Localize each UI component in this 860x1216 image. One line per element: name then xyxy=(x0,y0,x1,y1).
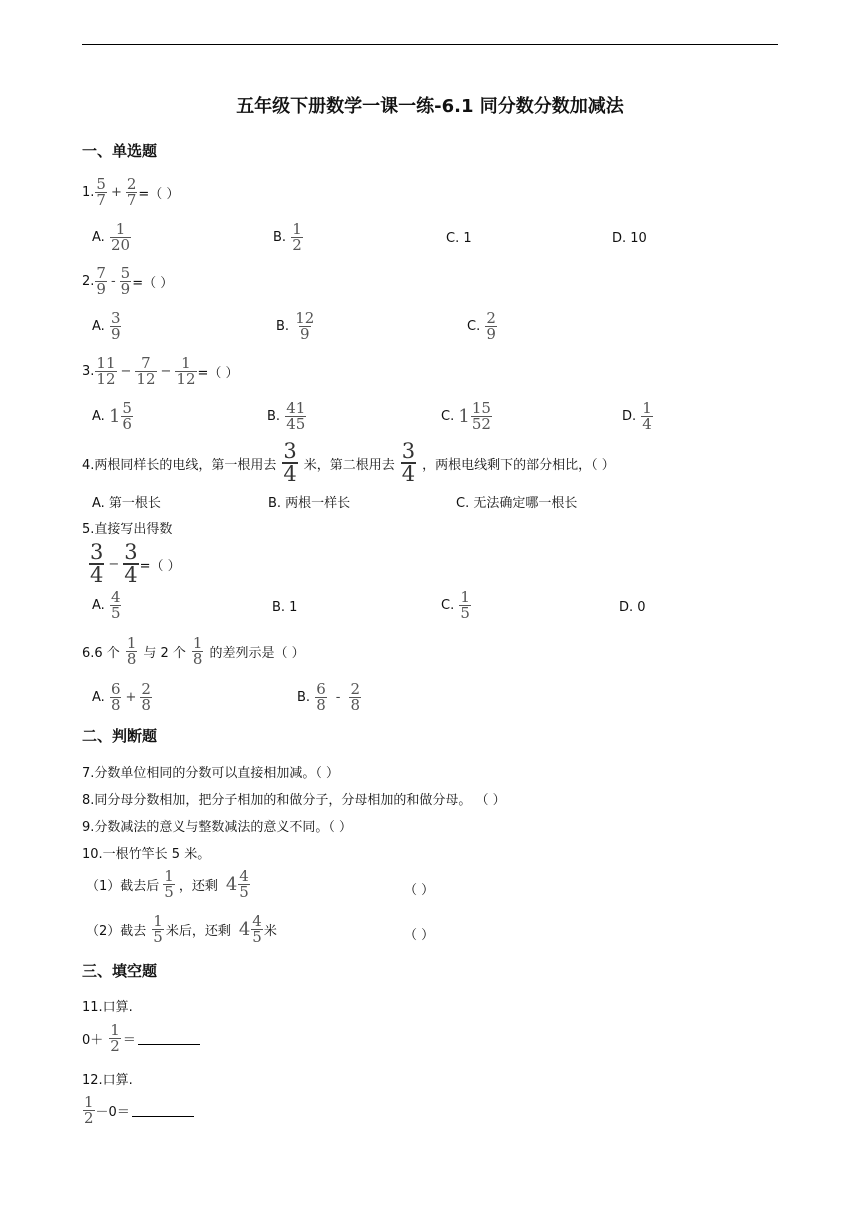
fraction xyxy=(294,311,315,342)
text-segment: ，还剩 xyxy=(178,879,218,894)
numerator: 3 xyxy=(124,540,138,564)
fraction xyxy=(401,441,416,485)
text-segment: 米，第二根用去 xyxy=(303,457,395,473)
numerator: 5 xyxy=(120,264,131,282)
text-segment: C. xyxy=(441,598,455,613)
text-segment: 与 2 个 xyxy=(143,646,186,661)
operator: + xyxy=(110,185,122,200)
section-heading-single-choice: 一、单选题 xyxy=(82,142,158,160)
numerator: 1 xyxy=(115,220,126,238)
fraction xyxy=(109,1023,121,1054)
denominator: 5 xyxy=(460,604,470,622)
fraction xyxy=(83,1095,95,1126)
denominator: 2 xyxy=(110,1037,120,1055)
fraction xyxy=(121,401,133,432)
fraction xyxy=(459,590,471,621)
denominator: 8 xyxy=(192,650,203,668)
q3-option-c[interactable] xyxy=(441,401,493,432)
denominator: 5 xyxy=(239,883,249,901)
operator: − xyxy=(160,364,172,379)
q10-part-2-answer[interactable]: （ ） xyxy=(404,928,435,943)
numerator: 7 xyxy=(96,264,106,282)
text-segment: B. xyxy=(267,409,281,424)
question-7: 7.分数单位相同的分数可以直接相加减。（ ） xyxy=(82,766,340,781)
section-heading-fill-blank: 三、填空题 xyxy=(82,962,158,980)
text-segment: 4.两根同样长的电线，第一根用去 xyxy=(82,457,277,473)
denominator: 7 xyxy=(126,191,137,209)
fraction xyxy=(140,682,152,713)
denominator: 7 xyxy=(96,191,106,209)
numerator: 4 xyxy=(110,588,121,606)
numerator: 2 xyxy=(350,680,360,698)
text-segment: A. xyxy=(92,319,105,334)
text-segment: A. xyxy=(92,690,105,705)
text-segment: B. xyxy=(297,690,311,705)
q1-option-d[interactable]: D. 10 xyxy=(612,231,647,246)
operator: + xyxy=(125,690,137,705)
numerator: 1 xyxy=(110,1021,120,1039)
numerator: 1 xyxy=(84,1093,94,1111)
q1-option-a[interactable] xyxy=(92,222,132,253)
q2-option-c[interactable] xyxy=(467,311,498,342)
question-1 xyxy=(82,177,179,208)
numerator: 3 xyxy=(401,439,416,463)
denominator: 8 xyxy=(141,696,151,714)
denominator: 4 xyxy=(401,462,416,486)
fraction xyxy=(175,356,196,387)
question-8: 8.同分母分数相加，把分子相加的和做分子，分母相加的和做分母。 （ ） xyxy=(82,793,506,808)
q6-option-a[interactable] xyxy=(92,682,153,713)
text-segment: C. xyxy=(467,319,481,334)
numerator: 4 xyxy=(239,867,249,885)
numerator: 6 xyxy=(316,680,326,698)
numerator: 11 xyxy=(96,354,116,372)
q10-part-1-answer[interactable]: （ ） xyxy=(404,883,435,898)
denominator: 2 xyxy=(292,236,302,254)
denominator: 9 xyxy=(486,325,496,343)
text-segment: 米 xyxy=(263,924,277,939)
header-rule xyxy=(82,44,778,45)
answer-blank[interactable] xyxy=(138,1033,200,1045)
denominator: 9 xyxy=(110,325,121,343)
q2-option-b[interactable] xyxy=(276,311,316,342)
fraction xyxy=(110,311,122,342)
numerator: 41 xyxy=(286,399,306,417)
numerator: 3 xyxy=(90,540,104,564)
fraction xyxy=(110,682,122,713)
fraction xyxy=(95,266,107,297)
denominator: 4 xyxy=(124,563,138,587)
numerator: 1 xyxy=(153,912,163,930)
fraction xyxy=(192,636,204,667)
whole-number: 4 xyxy=(225,874,238,895)
text-segment: =（ ） xyxy=(139,558,181,574)
question-12-expression xyxy=(82,1095,194,1126)
text-segment: =（ ） xyxy=(197,366,239,381)
denominator: 6 xyxy=(122,415,132,433)
fraction xyxy=(95,356,116,387)
text-segment: （1）截去后 xyxy=(86,879,160,894)
text-segment: 0＋ xyxy=(82,1033,104,1048)
fraction xyxy=(282,441,297,485)
denominator: 8 xyxy=(350,696,360,714)
question-10-text: 10.一根竹竿长 5 米。 xyxy=(82,847,211,862)
q3-option-b[interactable] xyxy=(267,401,307,432)
fraction xyxy=(238,869,250,900)
question-5-expression xyxy=(88,542,181,586)
q1-option-b[interactable] xyxy=(273,222,304,253)
denominator: 12 xyxy=(96,370,116,388)
fraction xyxy=(126,177,138,208)
q2-option-a[interactable] xyxy=(92,311,122,342)
denominator: 5 xyxy=(110,604,121,622)
whole-number: 1 xyxy=(458,406,470,427)
fraction xyxy=(120,266,132,297)
question-11-text: 11.口算. xyxy=(82,1000,133,1015)
whole-number: 1 xyxy=(108,406,121,427)
operator: − xyxy=(108,556,120,572)
fraction xyxy=(285,401,306,432)
page-title: 五年级下册数学一课一练-6.1 同分数分数加减法 xyxy=(236,96,624,117)
answer-blank[interactable] xyxy=(132,1105,194,1117)
numerator: 2 xyxy=(486,309,496,327)
question-10-part-1 xyxy=(86,869,251,900)
fraction xyxy=(135,356,156,387)
text-segment: C. xyxy=(441,409,455,424)
denominator: 20 xyxy=(110,236,131,254)
denominator: 52 xyxy=(471,415,491,433)
numerator: 7 xyxy=(141,354,151,372)
text-segment: ＝ xyxy=(122,1033,136,1048)
question-3 xyxy=(82,356,239,387)
operator: - xyxy=(110,274,116,289)
q1-option-c[interactable]: C. 1 xyxy=(446,231,472,246)
fraction xyxy=(95,177,107,208)
text-segment: =（ ） xyxy=(132,276,174,291)
text-segment: 6.6 个 xyxy=(82,646,120,661)
denominator: 9 xyxy=(120,280,131,298)
text-segment: A. xyxy=(92,230,105,245)
numerator: 1 xyxy=(126,634,137,652)
q4-option-c[interactable]: C. 无法确定哪一根长 xyxy=(456,496,578,511)
question-6 xyxy=(82,636,305,667)
fraction xyxy=(641,401,653,432)
text-segment: A. xyxy=(92,598,105,613)
text-segment: 3. xyxy=(82,364,95,379)
fraction xyxy=(126,636,138,667)
denominator: 5 xyxy=(153,928,163,946)
text-segment: =（ ） xyxy=(138,187,180,202)
q3-option-d[interactable] xyxy=(622,401,654,432)
numerator: 15 xyxy=(471,399,491,417)
question-5-text: 5.直接写出得数 xyxy=(82,522,173,537)
numerator: 2 xyxy=(126,175,137,193)
numerator: 2 xyxy=(141,680,151,698)
fraction xyxy=(251,914,263,945)
denominator: 45 xyxy=(286,415,306,433)
fraction xyxy=(110,222,131,253)
q5-option-c[interactable] xyxy=(441,590,472,621)
numerator: 12 xyxy=(295,309,315,327)
denominator: 4 xyxy=(90,563,104,587)
text-segment: 米后，还剩 xyxy=(165,924,231,939)
numerator: 1 xyxy=(460,588,470,606)
fraction xyxy=(152,914,164,945)
numerator: 1 xyxy=(292,220,302,238)
numerator: 1 xyxy=(181,354,191,372)
denominator: 12 xyxy=(136,370,156,388)
text-segment: 1. xyxy=(82,185,95,200)
text-segment: 2. xyxy=(82,274,95,289)
fraction xyxy=(349,682,361,713)
denominator: 4 xyxy=(642,415,652,433)
text-segment: （2）截去 xyxy=(86,924,147,939)
operator: − xyxy=(120,364,132,379)
denominator: 8 xyxy=(126,650,137,668)
whole-number: 4 xyxy=(238,919,251,940)
denominator: 8 xyxy=(316,696,326,714)
q5-option-b[interactable]: B. 1 xyxy=(272,600,298,615)
question-9: 9.分数减法的意义与整数减法的意义不同。（ ） xyxy=(82,820,353,835)
denominator: 4 xyxy=(283,462,297,486)
denominator: 9 xyxy=(96,280,106,298)
fraction xyxy=(315,682,327,713)
q4-option-a[interactable]: A. 第一根长 xyxy=(92,496,161,511)
denominator: 8 xyxy=(110,696,121,714)
fraction xyxy=(163,869,175,900)
numerator: 5 xyxy=(122,399,132,417)
denominator: 5 xyxy=(164,883,174,901)
question-12-text: 12.口算. xyxy=(82,1073,133,1088)
question-2 xyxy=(82,266,173,297)
text-segment: B. xyxy=(276,319,290,334)
question-4 xyxy=(82,441,615,485)
fraction xyxy=(471,401,492,432)
denominator: 2 xyxy=(84,1109,94,1127)
q3-option-a[interactable] xyxy=(92,401,134,432)
numerator: 4 xyxy=(252,912,262,930)
fraction xyxy=(291,222,303,253)
operator: - xyxy=(335,690,341,705)
fraction xyxy=(123,542,138,586)
numerator: 5 xyxy=(96,175,106,193)
numerator: 6 xyxy=(110,680,121,698)
text-segment: ，两根电线剩下的部分相比，（ ） xyxy=(422,457,615,473)
q4-option-b[interactable]: B. 两根一样长 xyxy=(268,496,351,511)
fraction xyxy=(89,542,104,586)
text-segment: B. xyxy=(273,230,287,245)
text-segment: 的差列示是（ ） xyxy=(209,646,305,661)
text-segment: A. xyxy=(92,409,105,424)
numerator: 1 xyxy=(164,867,174,885)
q6-option-b[interactable] xyxy=(297,682,362,713)
denominator: 5 xyxy=(252,928,262,946)
fraction xyxy=(110,590,122,621)
denominator: 12 xyxy=(176,370,196,388)
numerator: 3 xyxy=(283,439,297,463)
section-heading-true-false: 二、判断题 xyxy=(82,727,158,745)
text-segment: －0＝ xyxy=(95,1105,130,1120)
numerator: 1 xyxy=(192,634,203,652)
fraction xyxy=(485,311,497,342)
text-segment: D. xyxy=(622,409,637,424)
q5-option-d[interactable]: D. 0 xyxy=(619,600,646,615)
question-10-part-2 xyxy=(86,914,277,945)
numerator: 3 xyxy=(110,309,121,327)
q5-option-a[interactable] xyxy=(92,590,122,621)
numerator: 1 xyxy=(642,399,652,417)
denominator: 9 xyxy=(299,325,310,343)
question-11-expression xyxy=(82,1023,200,1054)
